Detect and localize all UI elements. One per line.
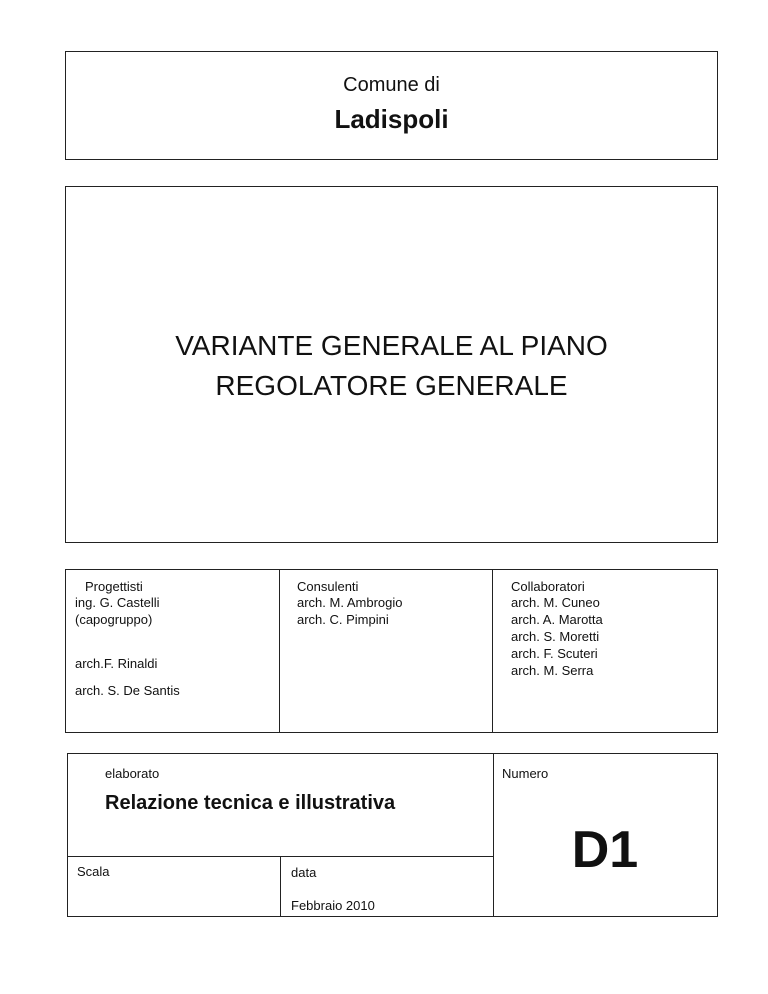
collaboratori-member: arch. M. Serra: [511, 663, 594, 678]
column-divider: [492, 570, 493, 732]
consulenti-heading: Consulenti: [297, 579, 359, 594]
progettisti-member: arch. S. De Santis: [75, 683, 180, 698]
data-divider: [280, 856, 281, 916]
scala-label: Scala: [77, 864, 110, 879]
progettisti-heading: Progettisti: [85, 579, 143, 594]
progettisti-member: arch.F. Rinaldi: [75, 656, 158, 671]
numero-value: D1: [571, 821, 639, 879]
progettisti-member: (capogruppo): [75, 612, 153, 627]
collaboratori-member: arch. A. Marotta: [511, 612, 603, 627]
header-box: [65, 51, 718, 160]
collaboratori-member: arch. S. Moretti: [511, 629, 600, 644]
title-line-1: VARIANTE GENERALE AL PIANO: [175, 330, 608, 361]
data-label: data: [291, 865, 317, 880]
consulenti-member: arch. M. Ambrogio: [297, 595, 403, 610]
progettisti-member: ing. G. Castelli: [75, 595, 160, 610]
collaboratori-member: arch. F. Scuteri: [511, 646, 598, 661]
footer-box: [67, 753, 718, 917]
elaborato-label: elaborato: [105, 766, 160, 781]
comune-label: Comune di: [343, 74, 440, 96]
team-box: [65, 569, 718, 733]
comune-name: Ladispoli: [334, 104, 449, 134]
data-value: Febbraio 2010: [291, 898, 375, 913]
column-divider: [279, 570, 280, 732]
consulenti-member: arch. C. Pimpini: [297, 612, 389, 627]
numero-label: Numero: [502, 766, 549, 781]
title-line-2: REGOLATORE GENERALE: [215, 370, 568, 401]
title-box: [65, 186, 718, 543]
collaboratori-member: arch. M. Cuneo: [511, 595, 600, 610]
collaboratori-heading: Collaboratori: [511, 579, 585, 594]
elaborato-title: Relazione tecnica e illustrativa: [105, 792, 396, 814]
